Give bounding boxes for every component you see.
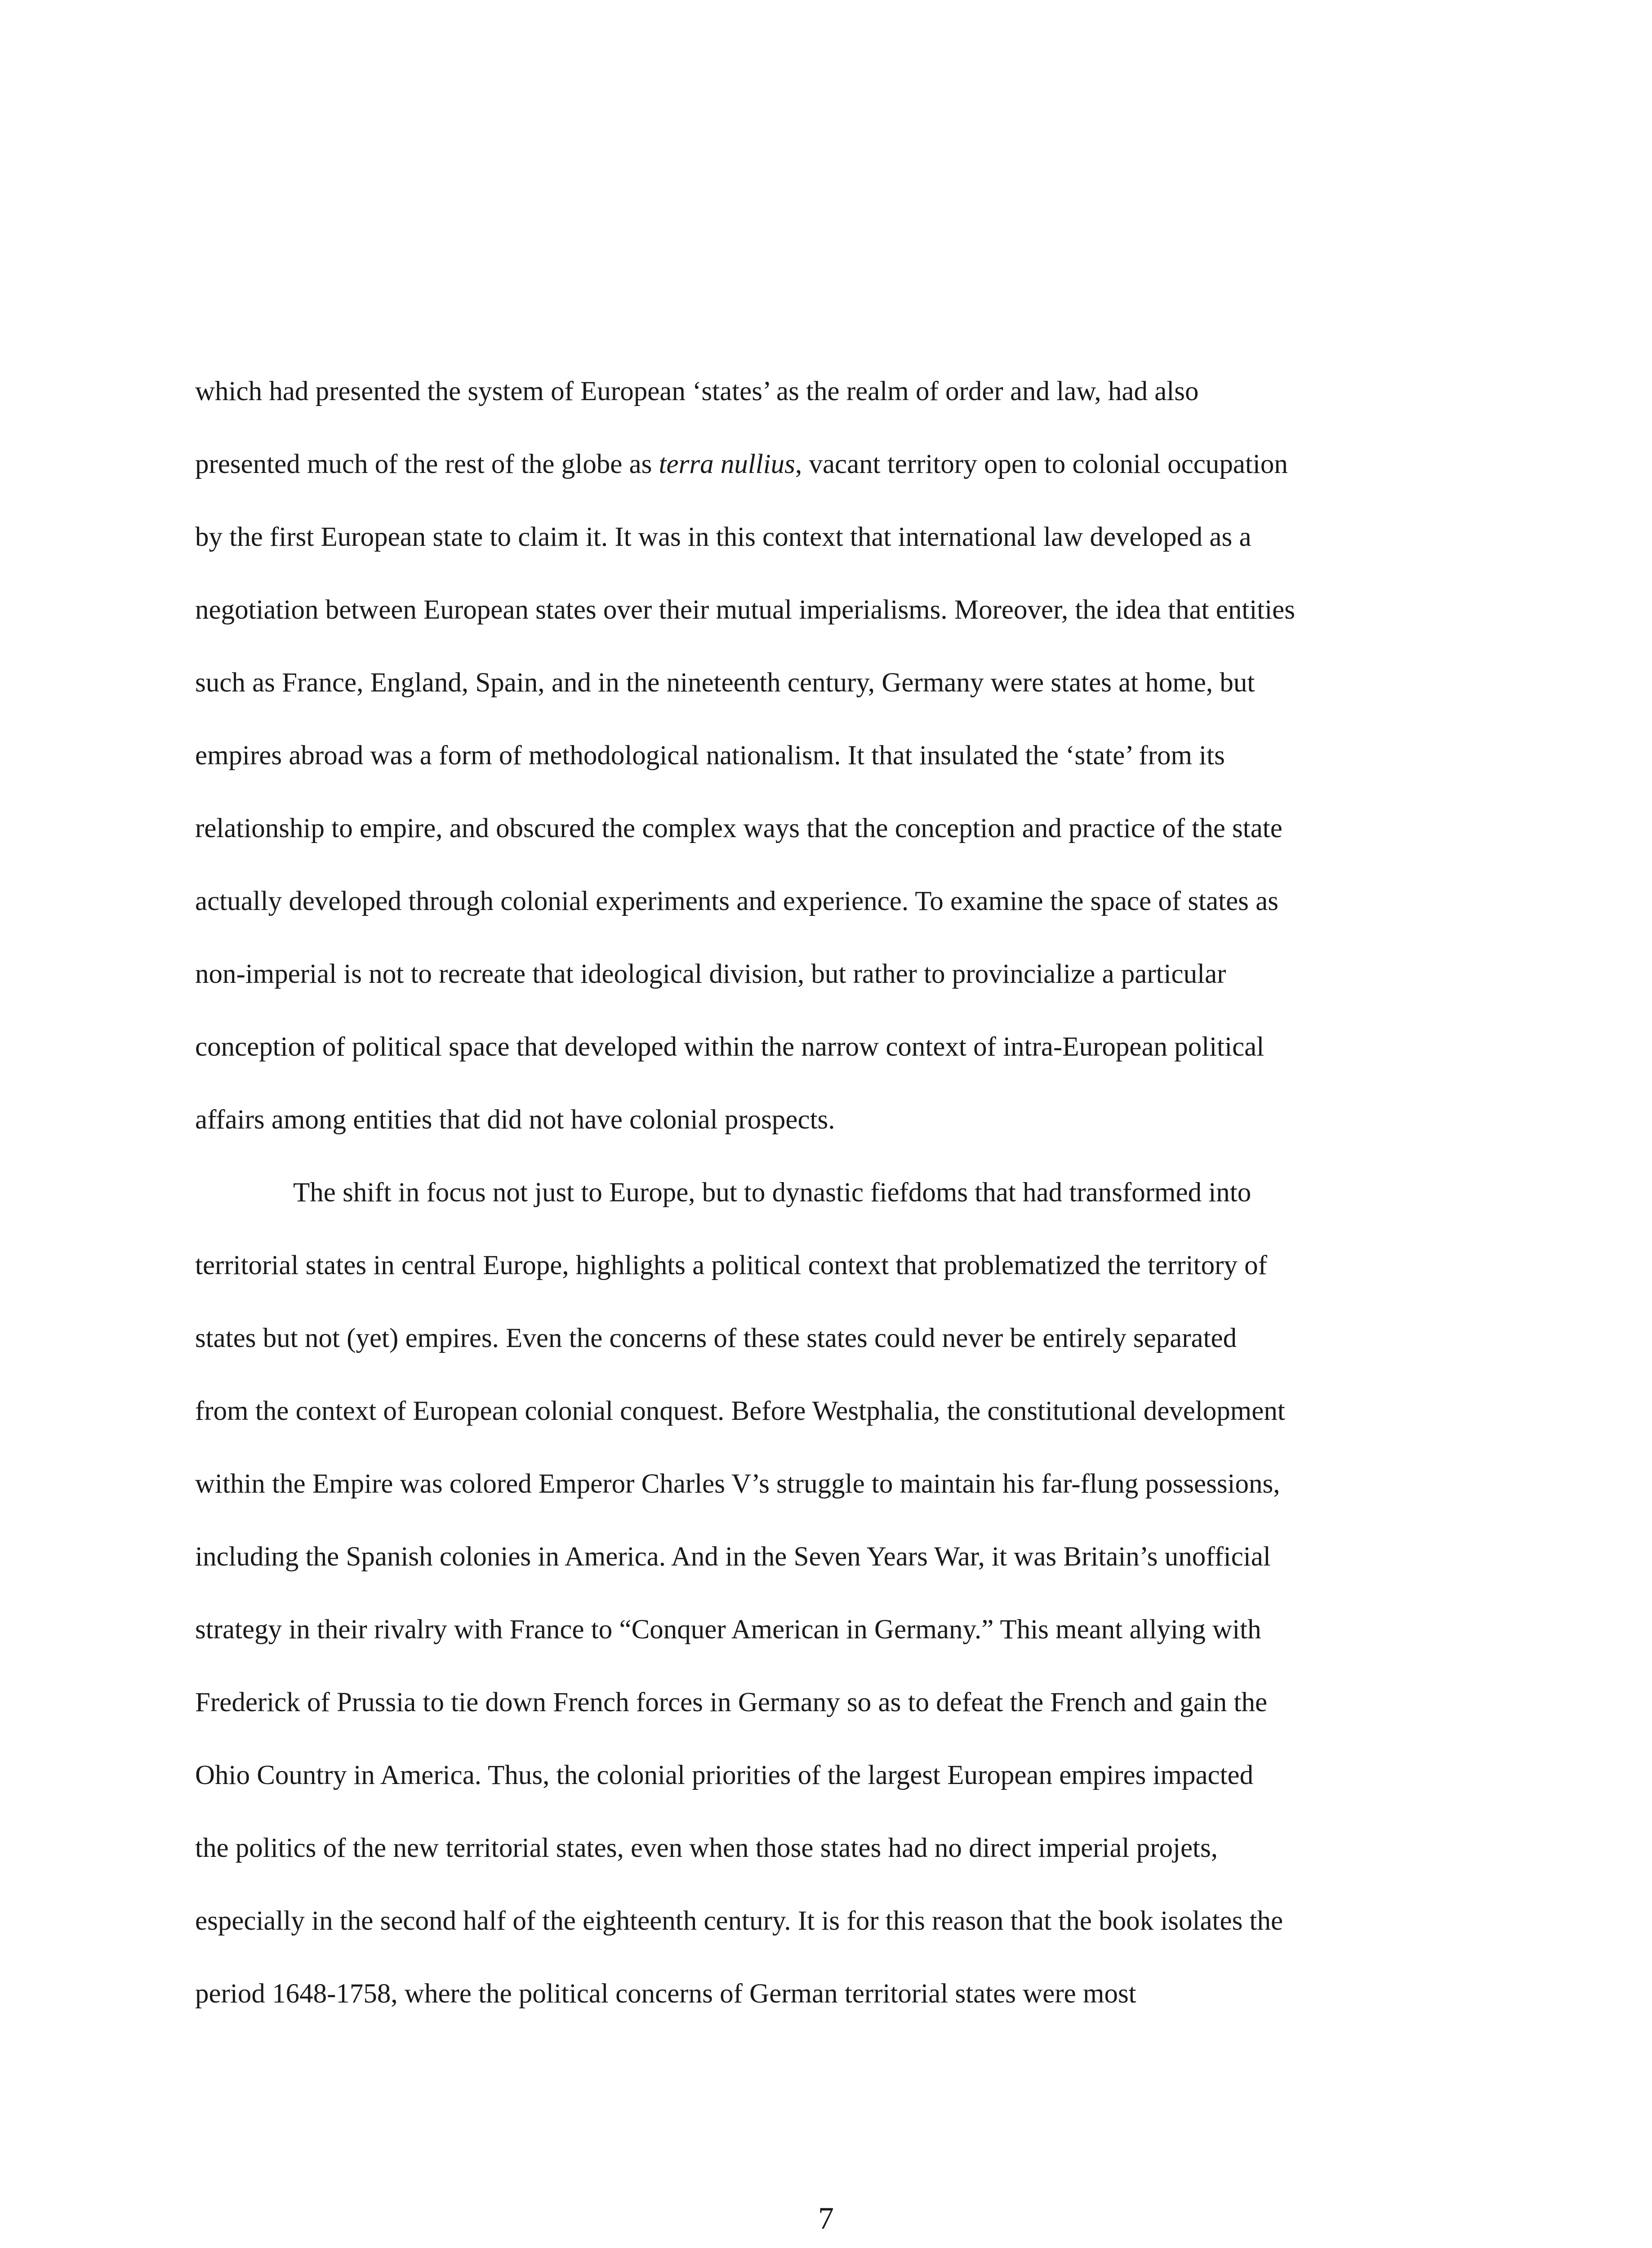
text-line: actually developed through colonial experiments and experience. To examine the space of states as [195,886,1278,916]
body-text [195,355,1458,2030]
text-line: empires abroad was a form of methodological nationalism. It that insulated the ‘state’ from its [195,740,1225,771]
text-line: conception of political space that developed within the narrow context of intra-European political [195,1032,1265,1062]
text-line: which had presented the system of European ‘states’ as the realm of order and law, had also [195,376,1199,406]
text-line: territorial states in central Europe, highlights a political context that problematized the territory of [195,1250,1267,1280]
text-line: The shift in focus not just to Europe, but to dynastic fiefdoms that had transformed into [293,1178,1251,1208]
text-line: affairs among entities that did not have colonial prospects. [195,1105,835,1135]
text-line [195,428,1458,501]
italic-term: terra nullius [659,449,795,479]
text-line: especially in the second half of the eighteenth century. It is for this reason that the book isolates the [195,1906,1283,1936]
text-line: period 1648-1758, where the political concerns of German territorial states were most [195,1979,1136,2009]
text-line: states but not (yet) empires. Even the concerns of these states could never be entirely separated [195,1323,1237,1353]
text-line: by the first European state to claim it. It was in this context that international law developed as a [195,522,1251,552]
text-line: relationship to empire, and obscured the complex ways that the conception and practice of the state [195,813,1282,843]
text-line: within the Empire was colored Emperor Charles V’s struggle to maintain his far-flung possessions, [195,1469,1280,1499]
text-segment: presented much of the rest of the globe as [195,449,659,479]
text-line: negotiation between European states over their mutual imperialisms. Moreover, the idea that entities [195,595,1295,625]
text-line: non-imperial is not to recreate that ideological division, but rather to provincialize a particular [195,959,1226,989]
text-line: the politics of the new territorial states, even when those states had no direct imperial projets, [195,1833,1218,1863]
text-line: Frederick of Prussia to tie down French forces in Germany so as to defeat the French and gain the [195,1687,1268,1717]
text-segment: , vacant territory open to colonial occupation [795,449,1288,479]
page-number: 7 [818,2201,834,2236]
text-line: from the context of European colonial conquest. Before Westphalia, the constitutional development [195,1396,1285,1426]
paragraph-1 [195,355,1458,1156]
text-line: including the Spanish colonies in America. And in the Seven Years War, it was Britain’s unofficial [195,1542,1271,1572]
paragraph-2 [195,1156,1458,2030]
text-line: such as France, England, Spain, and in the nineteenth century, Germany were states at home, but [195,668,1255,698]
text-line: Ohio Country in America. Thus, the colonial priorities of the largest European empires impacted [195,1760,1254,1790]
text-line: strategy in their rivalry with France to “Conquer American in Germany.” This meant allying with [195,1615,1261,1645]
